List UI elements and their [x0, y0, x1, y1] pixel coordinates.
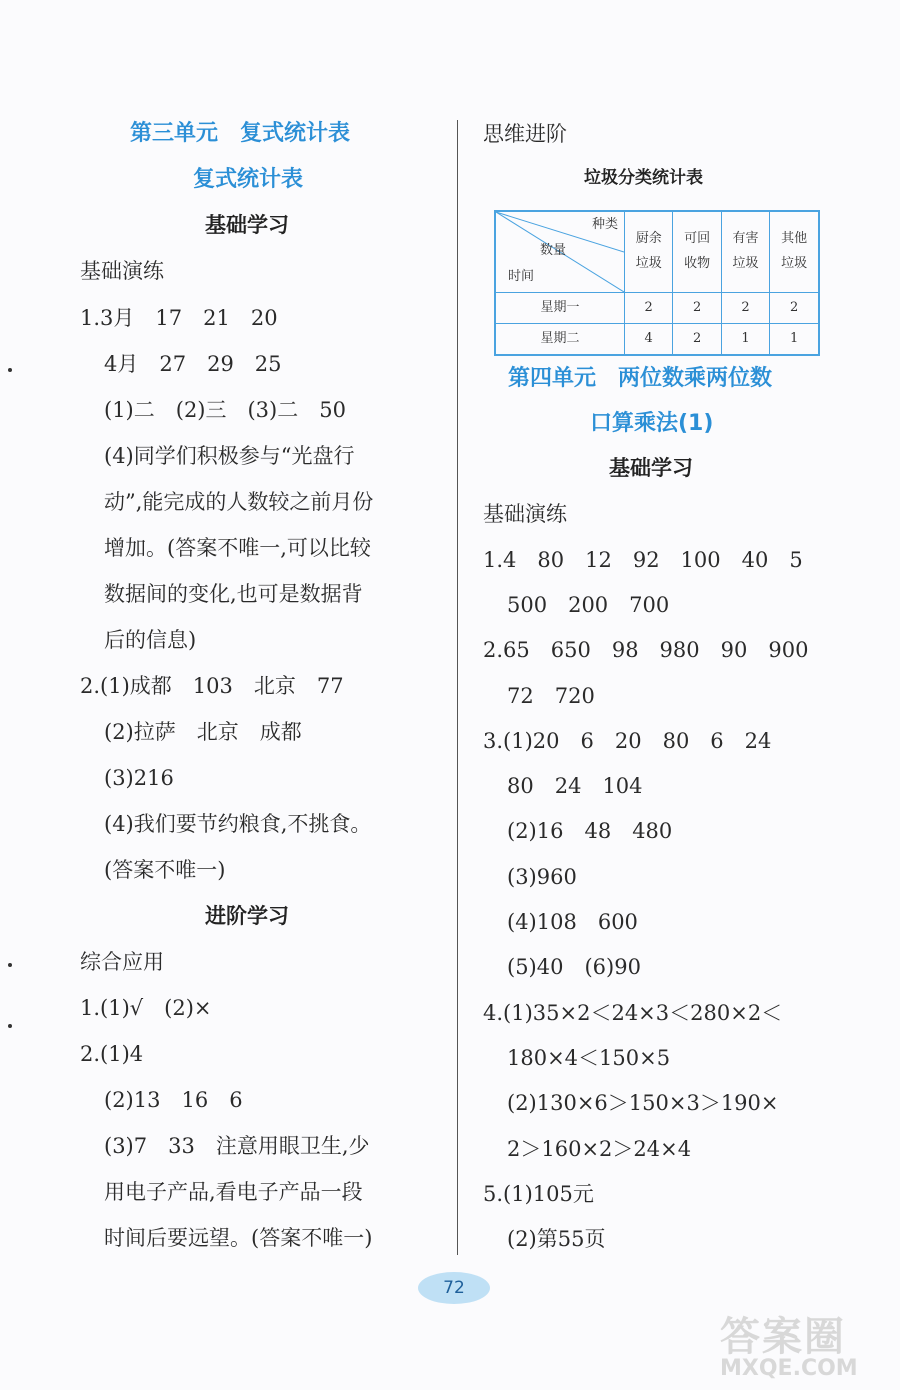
answer-line: 80 24 104 [507, 774, 643, 798]
subsection-thinking: 思维进阶 [483, 122, 567, 146]
lesson-title-right: 口算乘法(1) [590, 411, 714, 436]
answer-line: 2.65 650 98 980 90 900 [483, 638, 809, 662]
table-cell: 2 [673, 323, 721, 355]
table-header-cell: 其他 垃圾 [770, 211, 819, 293]
answer-line: (2)13 16 6 [104, 1088, 243, 1112]
page-number: 72 [418, 1272, 490, 1304]
unit-title-right: 第四单元 两位数乘两位数 [508, 366, 773, 391]
answer-line: 5.(1)105元 [483, 1182, 594, 1206]
unit-title-left: 第三单元 复式统计表 [130, 121, 351, 146]
answer-line: 3.(1)20 6 20 80 6 24 [483, 729, 772, 753]
answer-line: 2.(1)4 [80, 1042, 144, 1066]
answer-line: 1.4 80 12 92 100 40 5 [483, 548, 803, 572]
answer-line: (2)第55页 [507, 1227, 606, 1251]
answer-line: (答案不唯一) [104, 858, 226, 882]
binding-dot [8, 963, 12, 967]
answer-line: 用电子产品,看电子产品一段 [104, 1180, 363, 1204]
answer-line: 数据间的变化,也可是数据背 [104, 582, 363, 606]
table-row [495, 323, 819, 355]
table-cell: 1 [721, 323, 769, 355]
table-cell: 2 [673, 293, 721, 324]
answer-line: 时间后要远望。(答案不唯一) [104, 1226, 373, 1250]
table-header-row [495, 211, 819, 293]
answer-line: (2)拉萨 北京 成都 [104, 720, 302, 744]
table-row [495, 293, 819, 324]
watermark-logo: 答案圈 [720, 1314, 846, 1360]
answer-line: 72 720 [507, 684, 595, 708]
subsection-basic-right: 基础演练 [483, 502, 567, 526]
section-advanced-left: 进阶学习 [205, 904, 289, 928]
table-row-label: 星期二 [495, 323, 625, 355]
section-basic-right: 基础学习 [609, 456, 693, 480]
table-cell: 2 [625, 293, 673, 324]
answer-line: 180×4＜150×5 [507, 1046, 671, 1070]
answer-line: 4.(1)35×2＜24×3＜280×2＜ [483, 1001, 783, 1025]
answer-line: (4)我们要节约粮食,不挑食。 [104, 812, 372, 836]
table-header-cell: 可回 收物 [673, 211, 721, 293]
watermark [720, 1305, 858, 1381]
table-title: 垃圾分类统计表 [584, 168, 703, 188]
answer-line: 动”,能完成的人数较之前月份 [104, 490, 374, 514]
answer-line: 2.(1)成都 103 北京 77 [80, 674, 344, 698]
garbage-stat-table [494, 210, 820, 356]
answer-line: 4月 27 29 25 [104, 352, 282, 376]
answer-line: 增加。(答案不唯一,可以比较 [104, 536, 371, 560]
answer-line: 1.(1)√ (2)× [80, 996, 212, 1020]
answer-line: 1.3月 17 21 20 [80, 306, 278, 330]
answer-line: (5)40 (6)90 [507, 955, 641, 979]
table-cell: 4 [625, 323, 673, 355]
answer-line: (3)216 [104, 766, 174, 790]
table-header-cell: 厨余 垃圾 [625, 211, 673, 293]
subsection-advanced-left: 综合应用 [80, 950, 164, 974]
table-row-label: 星期一 [495, 293, 625, 324]
binding-dot [8, 368, 12, 372]
corner-label-kind: 种类 [591, 217, 618, 232]
table-cell: 2 [721, 293, 769, 324]
answer-line: (4)108 600 [507, 910, 638, 934]
table-corner-cell [495, 211, 625, 293]
corner-label-time: 时间 [508, 269, 535, 284]
answer-line: 2＞160×2＞24×4 [507, 1137, 692, 1161]
column-divider [457, 120, 458, 1255]
table-cell: 1 [770, 323, 819, 355]
answer-line: (3)7 33 注意用眼卫生,少 [104, 1134, 370, 1158]
answer-line: (4)同学们积极参与“光盘行 [104, 444, 355, 468]
subsection-basic-left: 基础演练 [80, 259, 164, 283]
table-header-cell: 有害 垃圾 [721, 211, 769, 293]
answer-line: (2)130×6＞150×3＞190× [507, 1091, 779, 1115]
lesson-title-left: 复式统计表 [193, 167, 304, 192]
binding-dot [8, 1024, 12, 1028]
answer-line: (3)960 [507, 865, 577, 889]
section-basic-left: 基础学习 [205, 213, 289, 237]
answer-line: 500 200 700 [507, 593, 670, 617]
watermark-url: MXQE.COM [720, 1356, 858, 1381]
answer-line: (2)16 48 480 [507, 819, 673, 843]
corner-label-qty: 数量 [540, 243, 567, 258]
answer-line: (1)二 (2)三 (3)二 50 [104, 398, 346, 422]
answer-line: 后的信息) [104, 628, 197, 652]
table-cell: 2 [770, 293, 819, 324]
